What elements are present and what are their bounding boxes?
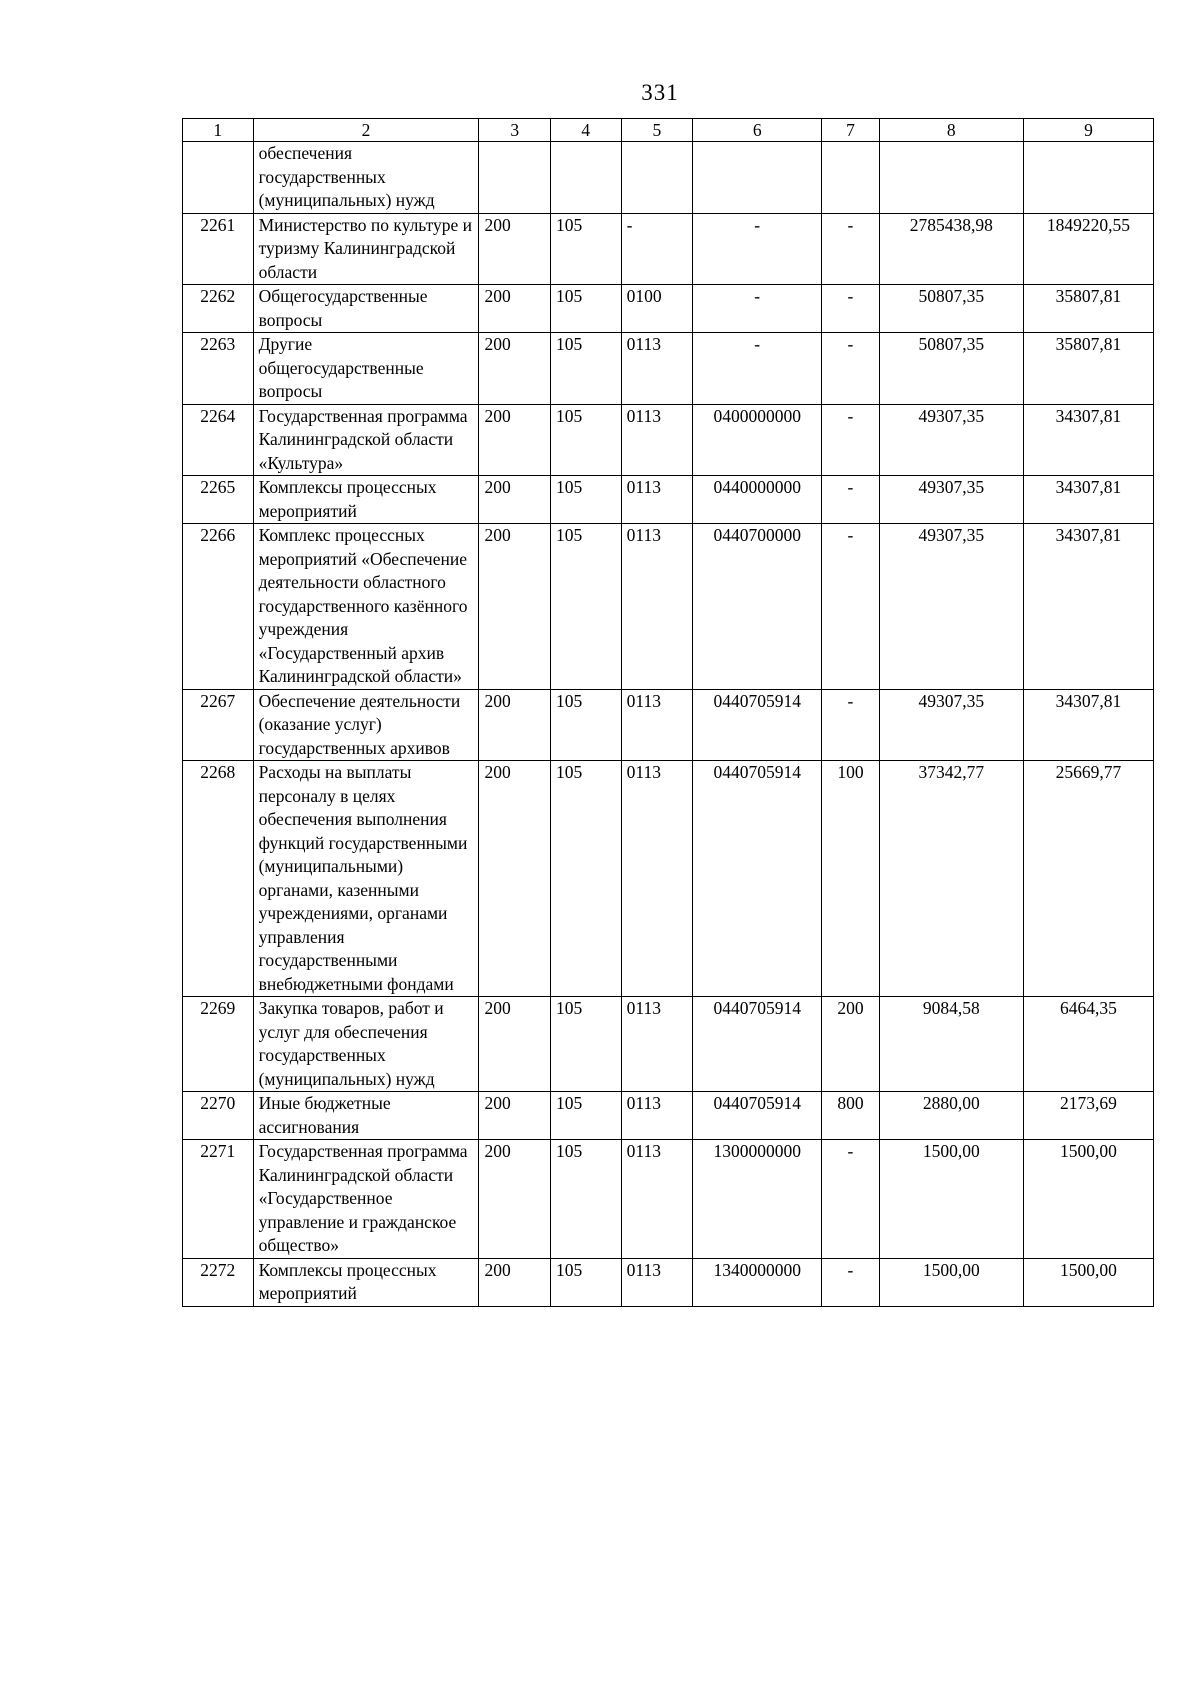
col5-value: 0113 [621, 404, 693, 476]
col4-value: 105 [551, 761, 622, 997]
table-row [183, 213, 1154, 285]
row-number: 2271 [183, 1140, 254, 1259]
col6-value: 0440705914 [693, 997, 822, 1092]
col8-value: 49307,35 [879, 689, 1023, 761]
table-row [183, 689, 1154, 761]
col5-value: 0113 [621, 476, 693, 524]
col5-value: 0113 [621, 524, 693, 690]
col9-value: 35807,81 [1023, 285, 1153, 333]
col9-value: 34307,81 [1023, 689, 1153, 761]
col6-value: 0440705914 [693, 1092, 822, 1140]
col7-value: 800 [822, 1092, 879, 1140]
table-row [183, 285, 1154, 333]
col3-value: 200 [479, 1092, 551, 1140]
col7-value: - [822, 689, 879, 761]
col4-value: 105 [551, 1092, 622, 1140]
column-header: 3 [479, 119, 551, 142]
col6-value: 0440000000 [693, 476, 822, 524]
col7-value: - [822, 524, 879, 690]
col3-value [479, 142, 551, 214]
col9-value: 6464,35 [1023, 997, 1153, 1092]
table-row [183, 333, 1154, 405]
col7-value: - [822, 333, 879, 405]
col6-value: 0440705914 [693, 761, 822, 997]
col3-value: 200 [479, 689, 551, 761]
row-number: 2269 [183, 997, 254, 1092]
col3-value: 200 [479, 476, 551, 524]
col9-value: 34307,81 [1023, 404, 1153, 476]
col9-value: 34307,81 [1023, 524, 1153, 690]
col8-value: 49307,35 [879, 476, 1023, 524]
col9-value: 25669,77 [1023, 761, 1153, 997]
col9-value: 35807,81 [1023, 333, 1153, 405]
col3-value: 200 [479, 404, 551, 476]
row-name: Иные бюджетные ассигнования [253, 1092, 479, 1140]
table-row [183, 1092, 1154, 1140]
col3-value: 200 [479, 333, 551, 405]
col4-value: 105 [551, 333, 622, 405]
table-row [183, 1258, 1154, 1306]
row-name: обеспечения государственных (муниципальных) нужд [253, 142, 479, 214]
row-name: Обеспечение деятельности (оказание услуг) государственных архивов [253, 689, 479, 761]
col7-value: - [822, 476, 879, 524]
page-number: 331 [641, 80, 679, 105]
row-number: 2267 [183, 689, 254, 761]
col7-value: - [822, 1140, 879, 1259]
row-number: 2270 [183, 1092, 254, 1140]
col8-value: 1500,00 [879, 1140, 1023, 1259]
row-number: 2262 [183, 285, 254, 333]
col5-value: 0113 [621, 689, 693, 761]
table-row [183, 524, 1154, 690]
column-header: 1 [183, 119, 254, 142]
row-name: Другие общегосударственные вопросы [253, 333, 479, 405]
column-header: 5 [621, 119, 693, 142]
col4-value: 105 [551, 1258, 622, 1306]
col4-value: 105 [551, 1140, 622, 1259]
column-header: 2 [253, 119, 479, 142]
col5-value: 0113 [621, 1092, 693, 1140]
col9-value: 1500,00 [1023, 1258, 1153, 1306]
col5-value: - [621, 213, 693, 285]
column-header: 8 [879, 119, 1023, 142]
col9-value: 1500,00 [1023, 1140, 1153, 1259]
row-number: 2264 [183, 404, 254, 476]
col7-value: - [822, 1258, 879, 1306]
column-header: 4 [551, 119, 622, 142]
row-name: Комплексы процессных мероприятий [253, 476, 479, 524]
col4-value: 105 [551, 524, 622, 690]
row-number [183, 142, 254, 214]
col8-value: 50807,35 [879, 333, 1023, 405]
col5-value [621, 142, 693, 214]
col4-value [551, 142, 622, 214]
col7-value: - [822, 213, 879, 285]
col6-value [693, 142, 822, 214]
table-row [183, 476, 1154, 524]
col8-value: 1500,00 [879, 1258, 1023, 1306]
table-row [183, 761, 1154, 997]
row-name: Закупка товаров, работ и услуг для обеспечения государственных (муниципальных) нужд [253, 997, 479, 1092]
row-number: 2265 [183, 476, 254, 524]
table-row [183, 404, 1154, 476]
column-header: 6 [693, 119, 822, 142]
row-name: Государственная программа Калининградской области «Государственное управление и гражданское общество» [253, 1140, 479, 1259]
col3-value: 200 [479, 213, 551, 285]
column-header: 7 [822, 119, 879, 142]
col7-value: - [822, 285, 879, 333]
col8-value: 49307,35 [879, 524, 1023, 690]
col6-value: 0440700000 [693, 524, 822, 690]
table-row [183, 142, 1154, 214]
col3-value: 200 [479, 1258, 551, 1306]
row-number: 2261 [183, 213, 254, 285]
col5-value: 0113 [621, 1140, 693, 1259]
col6-value: 1340000000 [693, 1258, 822, 1306]
col8-value: 50807,35 [879, 285, 1023, 333]
col7-value: 200 [822, 997, 879, 1092]
col6-value: - [693, 213, 822, 285]
col5-value: 0113 [621, 333, 693, 405]
col8-value: 2880,00 [879, 1092, 1023, 1140]
col8-value: 9084,58 [879, 997, 1023, 1092]
col9-value: 2173,69 [1023, 1092, 1153, 1140]
col8-value: 49307,35 [879, 404, 1023, 476]
col7-value: 100 [822, 761, 879, 997]
column-header: 9 [1023, 119, 1153, 142]
table-row [183, 1140, 1154, 1259]
row-name: Государственная программа Калининградской области «Культура» [253, 404, 479, 476]
row-name: Министерство по культуре и туризму Калининградской области [253, 213, 479, 285]
row-number: 2266 [183, 524, 254, 690]
col9-value [1023, 142, 1153, 214]
col8-value: 2785438,98 [879, 213, 1023, 285]
row-name: Комплекс процессных мероприятий «Обеспечение деятельности областного государственного казённого учреждения «Государственный архив Калининградской области» [253, 524, 479, 690]
col6-value: - [693, 333, 822, 405]
col4-value: 105 [551, 997, 622, 1092]
col6-value: - [693, 285, 822, 333]
col4-value: 105 [551, 213, 622, 285]
col9-value: 1849220,55 [1023, 213, 1153, 285]
budget-table [182, 118, 1154, 1307]
col9-value: 34307,81 [1023, 476, 1153, 524]
row-number: 2268 [183, 761, 254, 997]
col5-value: 0113 [621, 1258, 693, 1306]
col8-value: 37342,77 [879, 761, 1023, 997]
table-body [183, 142, 1154, 1307]
col3-value: 200 [479, 1140, 551, 1259]
row-name: Общегосударственные вопросы [253, 285, 479, 333]
col6-value: 0440705914 [693, 689, 822, 761]
col5-value: 0113 [621, 761, 693, 997]
row-number: 2272 [183, 1258, 254, 1306]
row-name: Расходы на выплаты персоналу в целях обеспечения выполнения функций государственными (муниципальными) органами, казенными учреждениями, органами управления государственными внебюджетными фондами [253, 761, 479, 997]
col3-value: 200 [479, 285, 551, 333]
col3-value: 200 [479, 524, 551, 690]
header-row [183, 119, 1154, 142]
col6-value: 1300000000 [693, 1140, 822, 1259]
col4-value: 105 [551, 404, 622, 476]
col5-value: 0100 [621, 285, 693, 333]
col4-value: 105 [551, 476, 622, 524]
col3-value: 200 [479, 997, 551, 1092]
col5-value: 0113 [621, 997, 693, 1092]
col7-value: - [822, 404, 879, 476]
col3-value: 200 [479, 761, 551, 997]
table-row [183, 997, 1154, 1092]
col4-value: 105 [551, 285, 622, 333]
row-number: 2263 [183, 333, 254, 405]
col8-value [879, 142, 1023, 214]
col6-value: 0400000000 [693, 404, 822, 476]
col7-value [822, 142, 879, 214]
col4-value: 105 [551, 689, 622, 761]
row-name: Комплексы процессных мероприятий [253, 1258, 479, 1306]
